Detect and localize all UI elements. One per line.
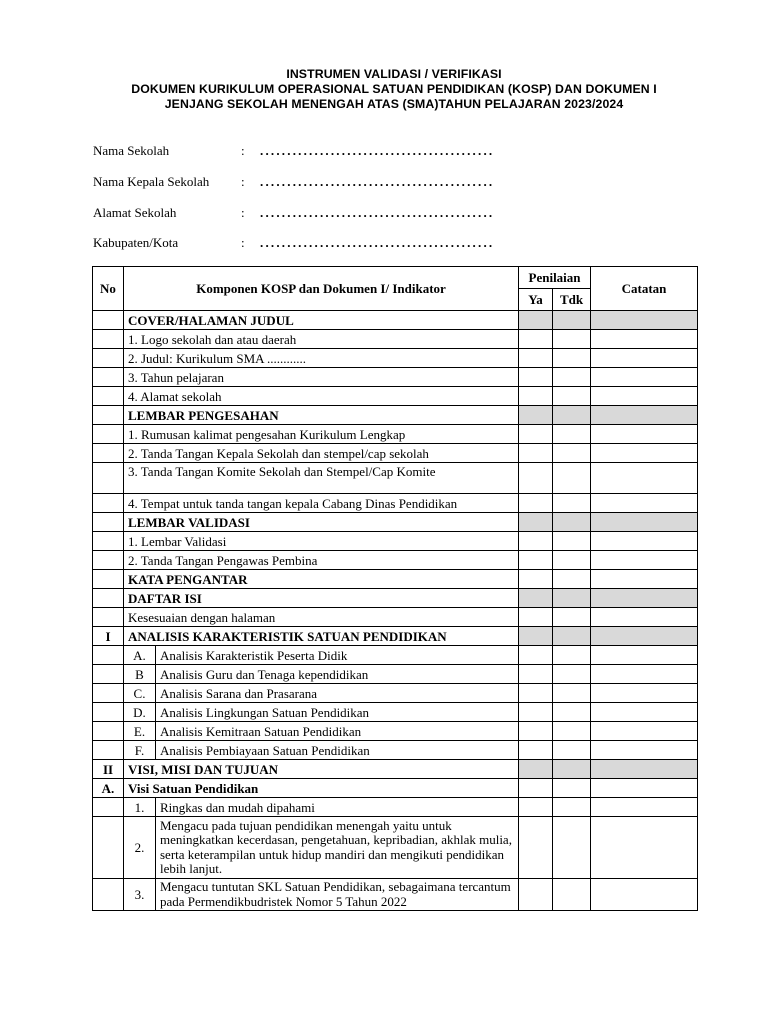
row-sub-label: B	[124, 665, 156, 684]
notes-cell[interactable]	[591, 463, 698, 494]
row-section-heading: KATA PENGANTAR	[124, 570, 519, 589]
notes-cell[interactable]	[591, 311, 698, 330]
row-section-heading: ANALISIS KARAKTERISTIK SATUAN PENDIDIKAN	[124, 627, 519, 646]
field-dotted-line: ...........................................	[260, 143, 495, 158]
table-row	[93, 494, 698, 513]
notes-cell[interactable]	[591, 684, 698, 703]
rating-yes-cell[interactable]	[519, 551, 553, 570]
notes-cell[interactable]	[591, 589, 698, 608]
rating-no-cell[interactable]	[553, 665, 591, 684]
rating-no-cell[interactable]	[553, 349, 591, 368]
table-row	[93, 779, 698, 798]
doc-title-line-1: INSTRUMEN VALIDASI / VERIFIKASI	[286, 67, 502, 81]
table-row	[93, 570, 698, 589]
notes-cell[interactable]	[591, 444, 698, 463]
row-number: II	[93, 760, 124, 779]
header-no: No	[93, 267, 124, 311]
row-number	[93, 463, 124, 494]
row-indicator-text: Mengacu tuntutan SKL Satuan Pendidikan, sebagaimana tercantum pada Permendikbudristek Nomor 5 Tahun 2022	[156, 879, 519, 911]
row-section-heading: COVER/HALAMAN JUDUL	[124, 311, 519, 330]
notes-cell[interactable]	[591, 330, 698, 349]
rating-yes-cell[interactable]	[519, 779, 553, 798]
rating-yes-cell[interactable]	[519, 798, 553, 817]
notes-cell[interactable]	[591, 513, 698, 532]
row-indicator-text: Ringkas dan mudah dipahami	[156, 798, 519, 817]
row-number	[93, 722, 124, 741]
row-number	[93, 817, 124, 879]
row-number	[93, 589, 124, 608]
rating-no-cell[interactable]	[553, 779, 591, 798]
rating-yes-cell[interactable]	[519, 463, 553, 494]
notes-cell[interactable]	[591, 703, 698, 722]
field-colon: :	[241, 143, 245, 158]
row-number	[93, 311, 124, 330]
rating-yes-cell[interactable]	[519, 684, 553, 703]
row-number	[93, 551, 124, 570]
rating-no-cell[interactable]	[553, 589, 591, 608]
row-section-heading: Visi Satuan Pendidikan	[124, 779, 519, 798]
rating-no-cell[interactable]	[553, 879, 591, 911]
table-row	[93, 444, 698, 463]
table-row	[93, 684, 698, 703]
rating-yes-cell[interactable]	[519, 646, 553, 665]
row-sub-label: F.	[124, 741, 156, 760]
rating-no-cell[interactable]	[553, 532, 591, 551]
row-indicator-text: Analisis Karakteristik Peserta Didik	[156, 646, 519, 665]
header-yes: Ya	[519, 289, 553, 311]
row-number	[93, 387, 124, 406]
notes-cell[interactable]	[591, 570, 698, 589]
table-row	[93, 330, 698, 349]
row-sub-label: 1.	[124, 798, 156, 817]
rating-no-cell[interactable]	[553, 627, 591, 646]
table-row	[93, 551, 698, 570]
rating-yes-cell[interactable]	[519, 532, 553, 551]
field-colon: :	[241, 235, 245, 250]
rating-no-cell[interactable]	[553, 722, 591, 741]
notes-cell[interactable]	[591, 349, 698, 368]
rating-no-cell[interactable]	[553, 311, 591, 330]
row-number	[93, 608, 124, 627]
rating-yes-cell[interactable]	[519, 444, 553, 463]
table-row	[93, 646, 698, 665]
row-indicator-text: 2. Tanda Tangan Pengawas Pembina	[124, 551, 519, 570]
row-number	[93, 703, 124, 722]
table-row	[93, 703, 698, 722]
row-indicator-text: Mengacu pada tujuan pendidikan menengah yaitu untuk meningkatkan kecerdasan, pengetahuan, kepribadian, akhlak mulia, serta keterampilan untuk hidup mandiri dan mengikuti pendidikan lebih lanjut.	[156, 817, 519, 879]
rating-no-cell[interactable]	[553, 425, 591, 444]
rating-yes-cell[interactable]	[519, 425, 553, 444]
row-number	[93, 444, 124, 463]
table-row	[93, 311, 698, 330]
row-number	[93, 513, 124, 532]
row-indicator-text: 4. Tempat untuk tanda tangan kepala Cabang Dinas Pendidikan	[124, 494, 519, 513]
notes-cell[interactable]	[591, 760, 698, 779]
field-colon: :	[241, 205, 245, 220]
field-dotted-line: ...........................................	[260, 205, 495, 220]
notes-cell[interactable]	[591, 817, 698, 879]
row-indicator-text: 2. Tanda Tangan Kepala Sekolah dan stempel/cap sekolah	[124, 444, 519, 463]
table-row	[93, 798, 698, 817]
table-row	[93, 463, 698, 494]
row-number	[93, 646, 124, 665]
row-indicator-text: 3. Tanda Tangan Komite Sekolah dan Stempel/Cap Komite	[124, 463, 519, 494]
row-number: I	[93, 627, 124, 646]
rating-yes-cell[interactable]	[519, 741, 553, 760]
rating-no-cell[interactable]	[553, 368, 591, 387]
notes-cell[interactable]	[591, 406, 698, 425]
row-number	[93, 368, 124, 387]
row-section-heading: LEMBAR VALIDASI	[124, 513, 519, 532]
header-component: Komponen KOSP dan Dokumen I/ Indikator	[124, 267, 519, 311]
notes-cell[interactable]	[591, 779, 698, 798]
row-sub-label: 2.	[124, 817, 156, 879]
rating-yes-cell[interactable]	[519, 817, 553, 879]
notes-cell[interactable]	[591, 387, 698, 406]
notes-cell[interactable]	[591, 494, 698, 513]
kosp-checklist-table	[92, 266, 698, 911]
row-indicator-text: Analisis Guru dan Tenaga kependidikan	[156, 665, 519, 684]
table-row	[93, 349, 698, 368]
table-row	[93, 760, 698, 779]
table-row	[93, 387, 698, 406]
notes-cell[interactable]	[591, 368, 698, 387]
rating-no-cell[interactable]	[553, 463, 591, 494]
row-number	[93, 684, 124, 703]
doc-title-line-2: DOKUMEN KURIKULUM OPERASIONAL SATUAN PENDIDIKAN (KOSP) DAN DOKUMEN I	[131, 82, 657, 96]
rating-yes-cell[interactable]	[519, 703, 553, 722]
rating-yes-cell[interactable]	[519, 311, 553, 330]
rating-no-cell[interactable]	[553, 817, 591, 879]
notes-cell[interactable]	[591, 608, 698, 627]
row-number	[93, 570, 124, 589]
notes-cell[interactable]	[591, 879, 698, 911]
rating-no-cell[interactable]	[553, 494, 591, 513]
rating-yes-cell[interactable]	[519, 627, 553, 646]
row-indicator-text: Analisis Sarana dan Prasarana	[156, 684, 519, 703]
row-indicator-text: 3. Tahun pelajaran	[124, 368, 519, 387]
row-sub-label: 3.	[124, 879, 156, 911]
row-section-heading: VISI, MISI DAN TUJUAN	[124, 760, 519, 779]
rating-no-cell[interactable]	[553, 570, 591, 589]
rating-no-cell[interactable]	[553, 513, 591, 532]
rating-yes-cell[interactable]	[519, 665, 553, 684]
table-row	[93, 608, 698, 627]
rating-yes-cell[interactable]	[519, 608, 553, 627]
field-label: Nama Sekolah	[93, 143, 170, 158]
row-sub-label: C.	[124, 684, 156, 703]
rating-no-cell[interactable]	[553, 684, 591, 703]
rating-yes-cell[interactable]	[519, 368, 553, 387]
row-number	[93, 494, 124, 513]
table-row	[93, 589, 698, 608]
table-row	[93, 722, 698, 741]
notes-cell[interactable]	[591, 665, 698, 684]
row-indicator-text: 1. Logo sekolah dan atau daerah	[124, 330, 519, 349]
table-row	[93, 665, 698, 684]
field-colon: :	[241, 174, 245, 189]
field-label: Nama Kepala Sekolah	[93, 174, 210, 189]
row-number	[93, 349, 124, 368]
header-notes: Catatan	[591, 267, 698, 311]
table-row	[93, 532, 698, 551]
row-indicator-text: Analisis Kemitraan Satuan Pendidikan	[156, 722, 519, 741]
row-number: A.	[93, 779, 124, 798]
rating-yes-cell[interactable]	[519, 589, 553, 608]
table-row	[93, 368, 698, 387]
rating-yes-cell[interactable]	[519, 387, 553, 406]
table-row	[93, 741, 698, 760]
notes-cell[interactable]	[591, 798, 698, 817]
row-number	[93, 532, 124, 551]
rating-no-cell[interactable]	[553, 608, 591, 627]
field-dotted-line: ...........................................	[260, 235, 495, 250]
rating-yes-cell[interactable]	[519, 330, 553, 349]
row-number	[93, 330, 124, 349]
field-dotted-line: ...........................................	[260, 174, 495, 189]
rating-no-cell[interactable]	[553, 798, 591, 817]
notes-cell[interactable]	[591, 741, 698, 760]
rating-yes-cell[interactable]	[519, 879, 553, 911]
row-number	[93, 406, 124, 425]
row-sub-label: D.	[124, 703, 156, 722]
row-number	[93, 798, 124, 817]
table-row	[93, 406, 698, 425]
rating-no-cell[interactable]	[553, 703, 591, 722]
rating-yes-cell[interactable]	[519, 349, 553, 368]
doc-title-line-3: JENJANG SEKOLAH MENENGAH ATAS (SMA)TAHUN PELAJARAN 2023/2024	[164, 97, 624, 111]
row-number	[93, 741, 124, 760]
rating-no-cell[interactable]	[553, 444, 591, 463]
table-body	[93, 311, 698, 911]
rating-yes-cell[interactable]	[519, 760, 553, 779]
row-section-heading: DAFTAR ISI	[124, 589, 519, 608]
row-number	[93, 879, 124, 911]
rating-yes-cell[interactable]	[519, 406, 553, 425]
rating-yes-cell[interactable]	[519, 513, 553, 532]
row-number	[93, 425, 124, 444]
row-sub-label: E.	[124, 722, 156, 741]
field-label: Alamat Sekolah	[93, 205, 177, 220]
table-row	[93, 513, 698, 532]
row-indicator-text: Kesesuaian dengan halaman	[124, 608, 519, 627]
row-indicator-text: Analisis Pembiayaan Satuan Pendidikan	[156, 741, 519, 760]
notes-cell[interactable]	[591, 646, 698, 665]
table-row	[93, 817, 698, 879]
field-label: Kabupaten/Kota	[93, 235, 179, 250]
header-no-short: Tdk	[553, 289, 591, 311]
rating-no-cell[interactable]	[553, 330, 591, 349]
row-indicator-text: 1. Lembar Validasi	[124, 532, 519, 551]
notes-cell[interactable]	[591, 627, 698, 646]
rating-no-cell[interactable]	[553, 387, 591, 406]
rating-no-cell[interactable]	[553, 646, 591, 665]
rating-yes-cell[interactable]	[519, 494, 553, 513]
notes-cell[interactable]	[591, 532, 698, 551]
row-indicator-text: Analisis Lingkungan Satuan Pendidikan	[156, 703, 519, 722]
rating-yes-cell[interactable]	[519, 570, 553, 589]
rating-no-cell[interactable]	[553, 551, 591, 570]
row-number	[93, 665, 124, 684]
rating-yes-cell[interactable]	[519, 722, 553, 741]
row-sub-label: A.	[124, 646, 156, 665]
rating-no-cell[interactable]	[553, 760, 591, 779]
table-row	[93, 627, 698, 646]
notes-cell[interactable]	[591, 722, 698, 741]
rating-no-cell[interactable]	[553, 406, 591, 425]
row-indicator-text: 1. Rumusan kalimat pengesahan Kurikulum Lengkap	[124, 425, 519, 444]
rating-no-cell[interactable]	[553, 741, 591, 760]
table-row	[93, 879, 698, 911]
row-indicator-text: 4. Alamat sekolah	[124, 387, 519, 406]
row-section-heading: LEMBAR PENGESAHAN	[124, 406, 519, 425]
row-indicator-text: 2. Judul: Kurikulum SMA ............	[124, 349, 519, 368]
table-row	[93, 425, 698, 444]
notes-cell[interactable]	[591, 551, 698, 570]
notes-cell[interactable]	[591, 425, 698, 444]
header-rating: Penilaian	[519, 267, 591, 289]
